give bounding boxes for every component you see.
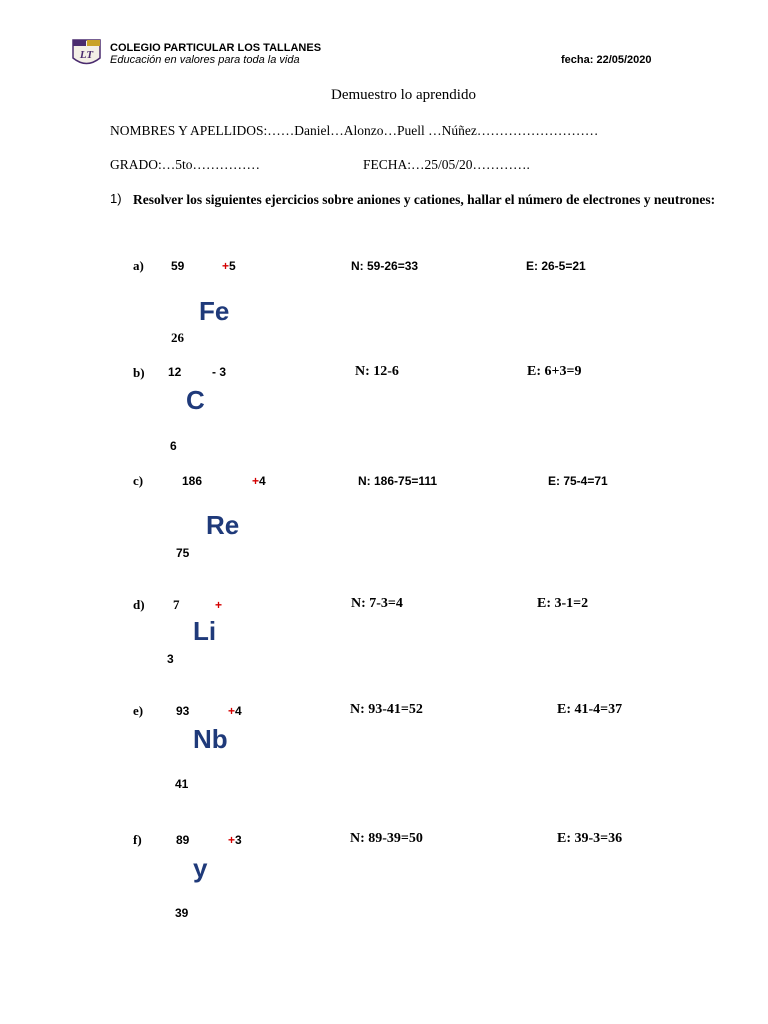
- date-line: FECHA:…25/05/20………….: [363, 157, 530, 172]
- element-symbol: y: [193, 853, 208, 883]
- charge-sign: +: [222, 259, 230, 273]
- exercise-label: b): [133, 365, 145, 380]
- electrons-result: E: 39-3=36: [557, 831, 623, 846]
- neutrons-result: N: 186-75=111: [358, 474, 438, 488]
- grade-line: GRADO:…5to……………: [110, 157, 261, 172]
- charge-number: 3: [235, 833, 242, 847]
- charge-sign: - 3: [212, 365, 227, 379]
- neutrons-result: N: 93-41=52: [350, 702, 423, 717]
- school-logo: [71, 38, 102, 69]
- header-date: fecha: 22/05/2020: [561, 54, 652, 66]
- charge: [212, 365, 226, 379]
- element-symbol: Re: [206, 510, 240, 540]
- mass-number: 89: [176, 833, 190, 847]
- school-motto: Educación en valores para toda la vida: [110, 54, 300, 66]
- element-symbol: C: [186, 385, 205, 415]
- charge: [228, 704, 242, 718]
- page-title: Demuestro lo aprendido: [331, 87, 476, 103]
- atomic-number: 41: [175, 777, 189, 791]
- charge-sign: +: [215, 598, 223, 612]
- mass-number: 59: [171, 259, 185, 273]
- electrons-result: E: 3-1=2: [537, 596, 589, 611]
- neutrons-result: N: 59-26=33: [351, 259, 419, 273]
- question-number: 1): [110, 191, 122, 206]
- neutrons-result: N: 12-6: [355, 364, 399, 379]
- electrons-result: E: 6+3=9: [527, 364, 582, 379]
- exercise-label: a): [133, 258, 144, 273]
- charge: [228, 833, 242, 847]
- charge-number: 5: [229, 259, 236, 273]
- mass-number: 7: [173, 597, 180, 612]
- charge-number: 4: [259, 474, 266, 488]
- charge: [215, 598, 222, 612]
- electrons-result: E: 26-5=21: [526, 259, 586, 273]
- svg-text:LT: LT: [79, 49, 94, 61]
- exercise-label: f): [133, 832, 142, 847]
- exercise-label: e): [133, 703, 144, 718]
- exercise-label: d): [133, 597, 145, 612]
- charge: [222, 259, 236, 273]
- electrons-result: E: 75-4=71: [548, 474, 608, 488]
- element-symbol: Fe: [199, 296, 230, 326]
- charge-sign: +: [228, 833, 236, 847]
- element-symbol: Li: [193, 616, 217, 646]
- question-text: Resolver los siguientes ejercicios sobre aniones y cationes, hallar el número de electrones y neutrones:: [133, 192, 716, 207]
- atomic-number: 75: [176, 546, 190, 560]
- atomic-number: 6: [170, 439, 177, 453]
- charge-number: 4: [235, 704, 242, 718]
- mass-number: 186: [182, 474, 203, 488]
- school-name: COLEGIO PARTICULAR LOS TALLANES: [110, 42, 322, 54]
- atomic-number: 26: [171, 330, 184, 345]
- neutrons-result: N: 7-3=4: [351, 596, 403, 611]
- charge-sign: +: [252, 474, 260, 488]
- electrons-result: E: 41-4=37: [557, 702, 623, 717]
- student-name-line: NOMBRES Y APELLIDOS:……Daniel…Alonzo…Puell …Núñez………………………: [110, 123, 599, 138]
- element-symbol: Nb: [193, 724, 228, 754]
- atomic-number: 39: [175, 906, 189, 920]
- charge: [252, 474, 266, 488]
- charge-sign: +: [228, 704, 236, 718]
- mass-number: 12: [168, 365, 182, 379]
- atomic-number: 3: [167, 652, 174, 666]
- neutrons-result: N: 89-39=50: [350, 831, 423, 846]
- mass-number: 93: [176, 704, 190, 718]
- exercise-label: c): [133, 473, 144, 488]
